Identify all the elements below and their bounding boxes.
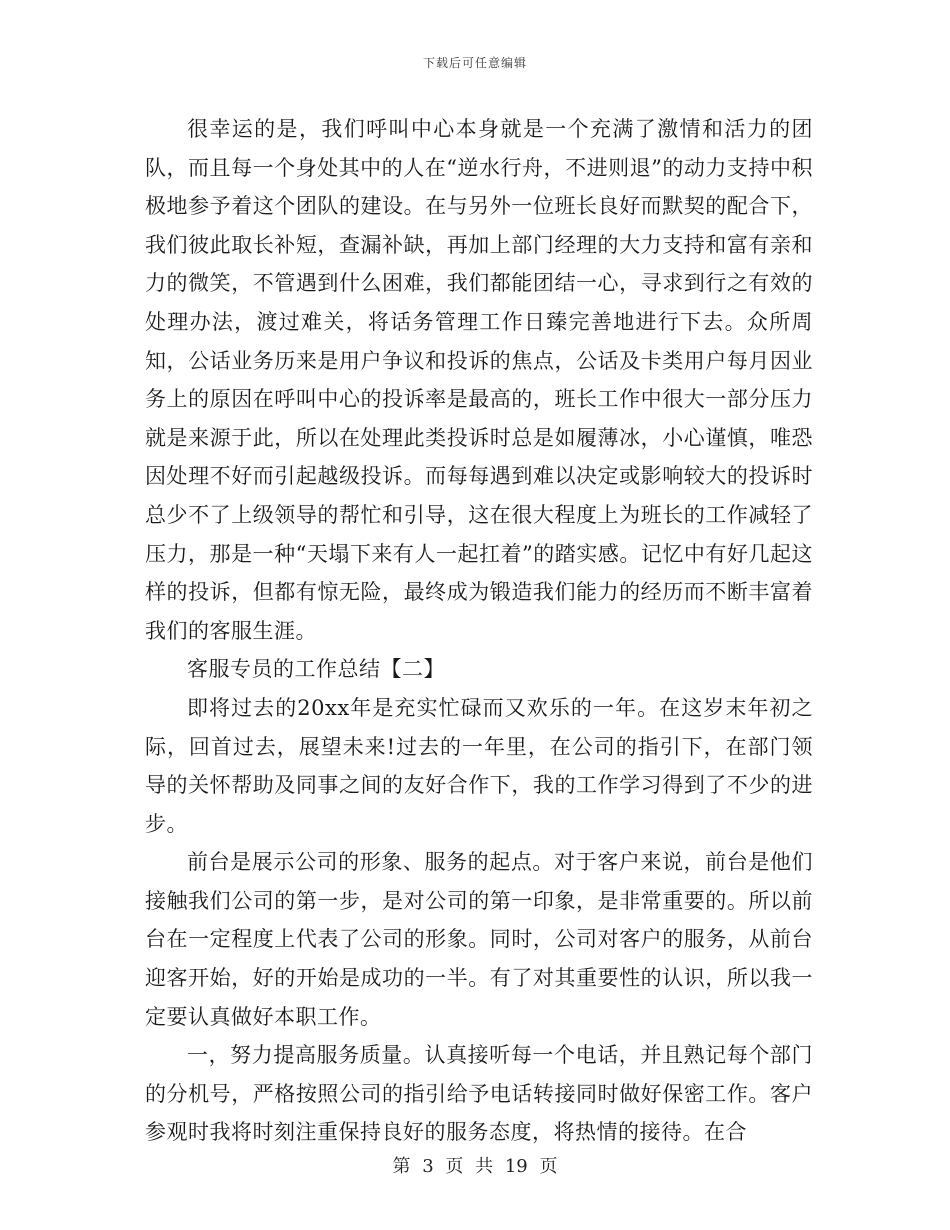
page-number: 第 3 页 共 19 页 bbox=[392, 1156, 558, 1177]
section-heading: 客服专员的工作总结【二】 bbox=[187, 657, 445, 682]
paragraph-front-desk: 前台是展示公司的形象、服务的起点。对于客户来说，前台是他们接触我们公司的第一步，是对公司的第一印象，是非常重要的。所以前台在一定程度上代表了公司的形象。同时，公司对客户的服务，从前台迎客开始，好的开始是成功的一半。有了对其重要性的认识，所以我一定要认真做好本职工作。 bbox=[145, 850, 813, 1029]
paragraph-call-center: 很幸运的是，我们呼叫中心本身就是一个充满了激情和活力的团队，而且每一个身处其中的人在“逆水行舟，不进则退”的动力支持中积极地参予着这个团队的建设。在与另外一位班长良好而默契的配合下，我们彼此取长补短，查漏补缺，再加上部门经理的大力支持和富有亲和力的微笑，不管遇到什么困难，我们都能团结一心，寻求到行之有效的处理办法，渡过难关，将话务管理工作日臻完善地进行下去。众所周知，公话业务历来是用户争议和投诉的焦点，公话及卡类用户每月因业务上的原因在呼叫中心的投诉率是最高的，班长工作中很大一部分压力就是来源于此，所以在处理此类投诉时总是如履薄冰，小心谨慎，唯恐因处理不好而引起越级投诉。而每每遇到难以决定或影响较大的投诉时总少不了上级领导的帮忙和引导，这在很大程度上为班长的工作减轻了压力，那是一种“天塌下来有人一起扛着”的踏实感。记忆中有好几起这样的投诉，但都有惊无险，最终成为锻造我们能力的经历而不断丰富着我们的客服生涯。 bbox=[145, 117, 813, 643]
page-header: 下载后可任意编辑 bbox=[422, 56, 527, 70]
document-body bbox=[145, 110, 813, 1152]
paragraph-year-summary: 即将过去的20xx年是充实忙碌而又欢乐的一年。在这岁末年初之际，回首过去，展望未来!过去的一年里，在公司的指引下，在部门领导的关怀帮助及同事之间的友好合作下，我的工作学习得到了不少的进步。 bbox=[145, 695, 813, 836]
paragraph-service-quality: 一，努力提高服务质量。认真接听每一个电话，并且熟记每个部门的分机号，严格按照公司的指引给予电话转接同时做好保密工作。客户参观时我将时刻注重保持良好的服务态度，将热情的接待。在合 bbox=[145, 1043, 813, 1145]
